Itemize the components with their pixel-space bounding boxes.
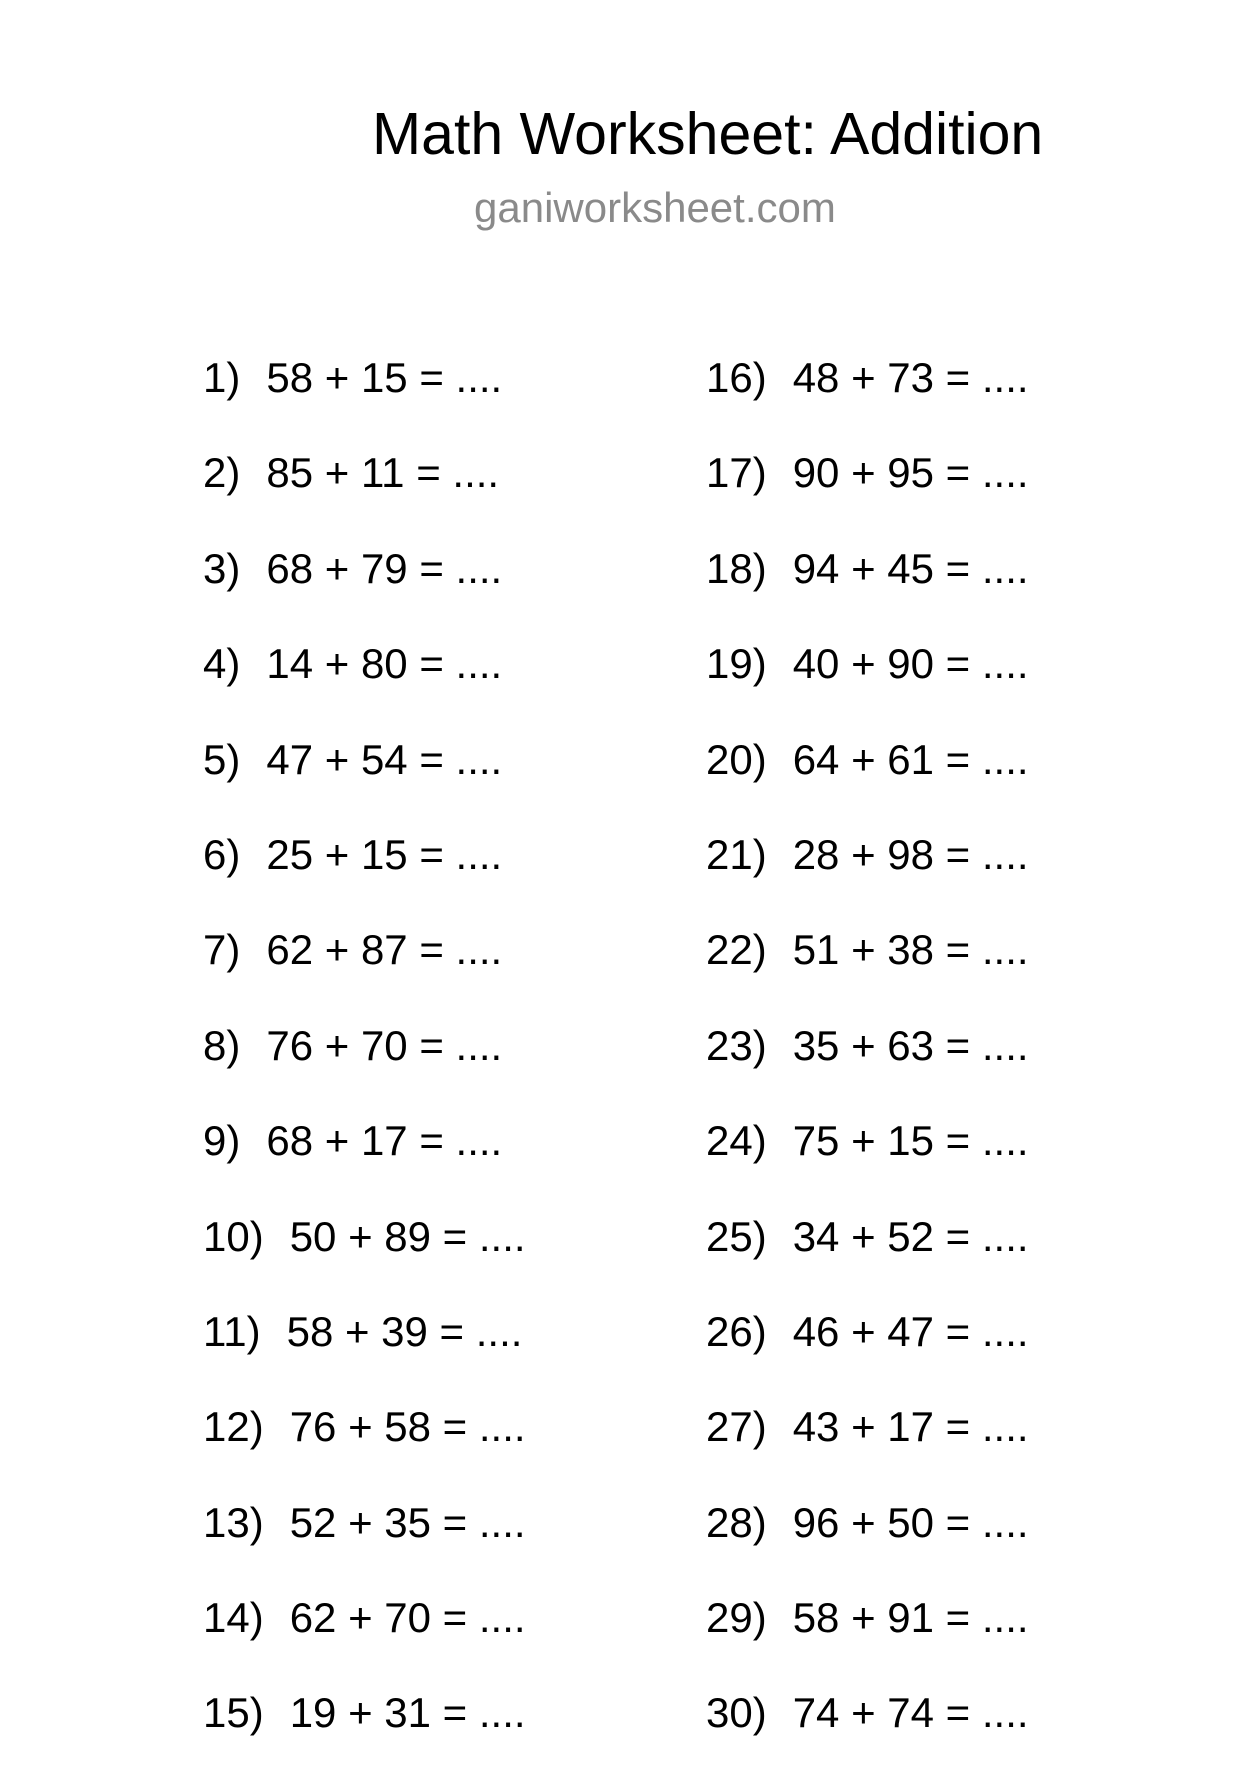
problem-number: 15) [203, 1689, 264, 1737]
problem-item [706, 447, 1029, 542]
problem-expression: 51 + 38 = .... [792, 926, 1029, 974]
site-name: ganiworksheet.com [474, 184, 836, 231]
problem-item [706, 829, 1029, 924]
problem-expression: 50 + 89 = .... [289, 1212, 526, 1260]
problem-item [706, 638, 1029, 733]
problem-number: 19) [706, 640, 767, 688]
problem-item [203, 1115, 526, 1210]
problem-item [706, 1687, 1029, 1782]
problem-item [203, 447, 526, 542]
problem-item [203, 1497, 526, 1592]
problem-expression: 35 + 63 = .... [792, 1021, 1029, 1069]
problem-number: 1) [203, 354, 241, 401]
problem-expression: 28 + 98 = .... [792, 830, 1029, 878]
problem-item [706, 352, 1029, 447]
problem-number: 22) [706, 926, 767, 974]
problem-expression: 52 + 35 = .... [289, 1498, 526, 1546]
problem-number: 24) [706, 1117, 767, 1165]
problem-number: 13) [203, 1498, 264, 1546]
problem-number: 28) [706, 1498, 767, 1546]
problem-item [203, 638, 526, 733]
problem-item [706, 924, 1029, 1019]
problem-number: 2) [203, 449, 241, 497]
problem-item [203, 829, 526, 924]
problem-expression: 76 + 58 = .... [289, 1403, 526, 1451]
problem-number: 9) [203, 1117, 241, 1165]
problem-expression: 58 + 39 = .... [286, 1307, 523, 1355]
problem-number: 12) [203, 1403, 264, 1451]
problem-number: 25) [706, 1212, 767, 1260]
problem-expression: 58 + 91 = .... [792, 1594, 1029, 1642]
problem-number: 8) [203, 1021, 241, 1069]
problem-item [203, 734, 526, 829]
problem-expression: 94 + 45 = .... [792, 544, 1029, 592]
problem-item [203, 1306, 526, 1401]
problem-expression: 48 + 73 = .... [792, 354, 1029, 401]
problem-expression: 46 + 47 = .... [792, 1307, 1029, 1355]
problem-item [706, 1211, 1029, 1306]
problem-expression: 47 + 54 = .... [266, 735, 503, 783]
problem-expression: 40 + 90 = .... [792, 640, 1029, 688]
problem-expression: 96 + 50 = .... [792, 1498, 1029, 1546]
problem-item [706, 1401, 1029, 1496]
problem-item [706, 1497, 1029, 1592]
problem-number: 14) [203, 1594, 264, 1642]
problem-column-right [706, 352, 1029, 1783]
problem-number: 11) [203, 1307, 261, 1355]
problem-expression: 58 + 15 = .... [266, 354, 503, 401]
problem-expression: 64 + 61 = .... [792, 735, 1029, 783]
problem-number: 6) [203, 830, 241, 878]
problem-number: 16) [706, 354, 767, 401]
problem-number: 3) [203, 544, 241, 592]
problem-number: 5) [203, 735, 241, 783]
problem-number: 7) [203, 926, 241, 974]
problem-number: 27) [706, 1403, 767, 1451]
problem-item [203, 1401, 526, 1496]
problem-item [203, 924, 526, 1019]
problem-item [706, 734, 1029, 829]
problem-expression: 43 + 17 = .... [792, 1403, 1029, 1451]
problem-item [203, 1020, 526, 1115]
problem-expression: 25 + 15 = .... [266, 830, 503, 878]
problem-item [203, 1592, 526, 1687]
problem-item [203, 543, 526, 638]
problem-expression: 62 + 87 = .... [266, 926, 503, 974]
problem-item [706, 543, 1029, 638]
problem-number: 26) [706, 1307, 767, 1355]
problem-expression: 90 + 95 = .... [792, 449, 1029, 497]
problem-expression: 19 + 31 = .... [289, 1689, 526, 1737]
problem-expression: 34 + 52 = .... [792, 1212, 1029, 1260]
problem-number: 21) [706, 830, 767, 878]
problem-item [203, 1687, 526, 1782]
problem-expression: 68 + 79 = .... [266, 544, 503, 592]
problem-item [706, 1115, 1029, 1210]
problem-number: 10) [203, 1212, 264, 1260]
problem-number: 18) [706, 544, 767, 592]
problem-number: 20) [706, 735, 767, 783]
problem-item [706, 1306, 1029, 1401]
problem-number: 4) [203, 640, 241, 688]
problem-expression: 68 + 17 = .... [266, 1117, 503, 1165]
worksheet-title: Math Worksheet: Addition [372, 101, 1044, 167]
problem-item [706, 1592, 1029, 1687]
problem-number: 23) [706, 1021, 767, 1069]
problem-expression: 14 + 80 = .... [266, 640, 503, 688]
problem-expression: 74 + 74 = .... [792, 1689, 1029, 1737]
problem-expression: 85 + 11 = .... [266, 449, 500, 497]
problem-number: 17) [706, 449, 767, 497]
problem-item [203, 352, 526, 447]
problem-item [706, 1020, 1029, 1115]
problem-expression: 76 + 70 = .... [266, 1021, 503, 1069]
problem-column-left [203, 352, 526, 1783]
problem-number: 29) [706, 1594, 767, 1642]
problem-item [203, 1211, 526, 1306]
problem-number: 30) [706, 1689, 767, 1737]
problem-expression: 75 + 15 = .... [792, 1117, 1029, 1165]
problem-expression: 62 + 70 = .... [289, 1594, 526, 1642]
